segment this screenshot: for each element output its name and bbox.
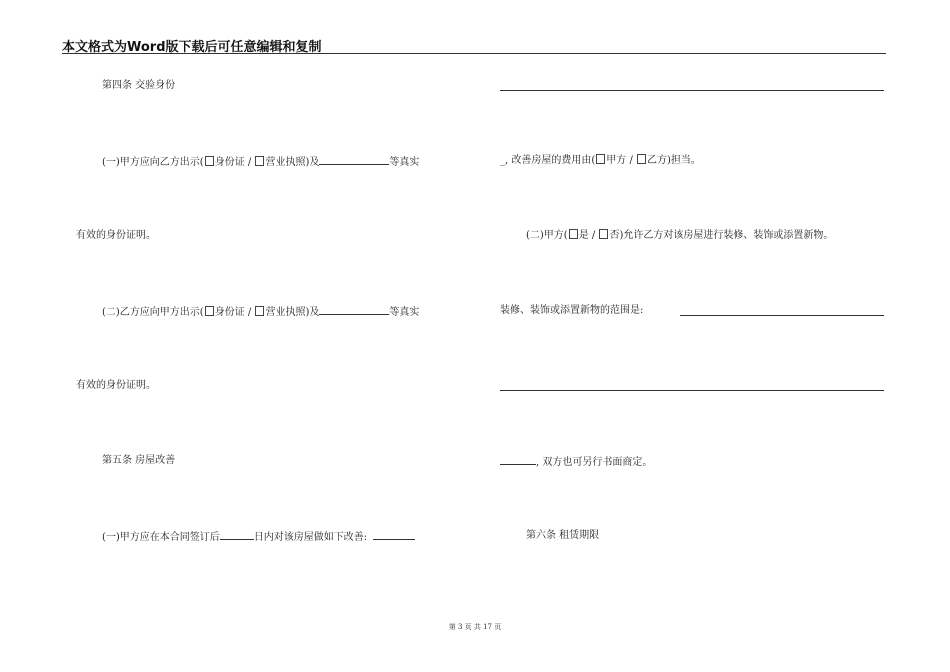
agreement-text: , 双方也可另行书面商定。 (536, 457, 653, 468)
page-number: 第 3 页 共 17 页 (448, 623, 502, 631)
id-card-checkbox[interactable] (205, 156, 214, 166)
permission-text-c: 否)允许乙方对该房屋进行装修、装饰或添置新物。 (609, 230, 834, 241)
document-header-title: 本文格式为Word版下载后可任意编辑和复制 (62, 40, 322, 55)
article-4-title: 第四条 交验身份 (102, 80, 176, 91)
no-checkbox[interactable] (599, 229, 608, 239)
clause-1-text-a: (一)甲方应向乙方出示( (102, 157, 204, 168)
article-6-title: 第六条 租赁期限 (526, 530, 600, 541)
document-blank-field[interactable] (319, 154, 389, 165)
header-divider (62, 53, 886, 54)
fill-in-line[interactable] (500, 390, 884, 391)
id-card-checkbox[interactable] (205, 306, 214, 316)
article-4-clause-2-continuation: 有效的身份证明。 (76, 380, 156, 391)
clause-2-text-d: 等真实 (389, 307, 420, 318)
fill-in-line[interactable] (500, 90, 884, 91)
renovation-scope-line (500, 304, 643, 318)
article-5-title: 第五条 房屋改善 (102, 455, 176, 466)
yes-checkbox[interactable] (569, 229, 578, 239)
clause-1-text-d: 等真实 (389, 157, 420, 168)
article-4-clause-1-continuation: 有效的身份证明。 (76, 230, 156, 241)
cost-bearer-line (500, 154, 701, 168)
art5-text-b: 日内对该房屋做如下改善: (253, 532, 368, 543)
scope-label: 装修、装饰或添置新物的范围是: (500, 305, 644, 316)
clause-1-text-b: 身份证 / (214, 157, 255, 168)
article-4-clause-1 (102, 154, 419, 170)
renovation-permission-line (526, 229, 833, 243)
cost-text-b: 甲方 / (606, 155, 636, 166)
days-blank-field[interactable] (220, 529, 254, 540)
art5-text-a: (一)甲方应在本合同签订后 (102, 532, 220, 543)
document-blank-field[interactable] (319, 304, 389, 315)
clause-2-text-b: 身份证 / (214, 307, 255, 318)
cost-text-c: 乙方)担当。 (647, 155, 701, 166)
party-a-checkbox[interactable] (596, 154, 605, 164)
permission-text-b: 是 / (578, 230, 599, 241)
business-license-checkbox[interactable] (255, 156, 264, 166)
cost-text-a: _, 改善房屋的费用由( (500, 155, 596, 166)
article-4-clause-2 (102, 304, 419, 320)
clause-1-text-c: 营业执照)及 (265, 157, 320, 168)
party-b-checkbox[interactable] (637, 154, 646, 164)
clause-2-text-a: (二)乙方应向甲方出示( (102, 307, 204, 318)
written-agreement-line (500, 454, 652, 470)
article-5-clause-1 (102, 529, 415, 545)
clause-2-text-c: 营业执照)及 (265, 307, 320, 318)
document-blank-field[interactable] (500, 454, 536, 465)
scope-blank-field[interactable] (680, 315, 884, 316)
improvement-blank-field[interactable] (373, 529, 415, 540)
business-license-checkbox[interactable] (255, 306, 264, 316)
permission-text-a: (二)甲方( (526, 230, 568, 241)
